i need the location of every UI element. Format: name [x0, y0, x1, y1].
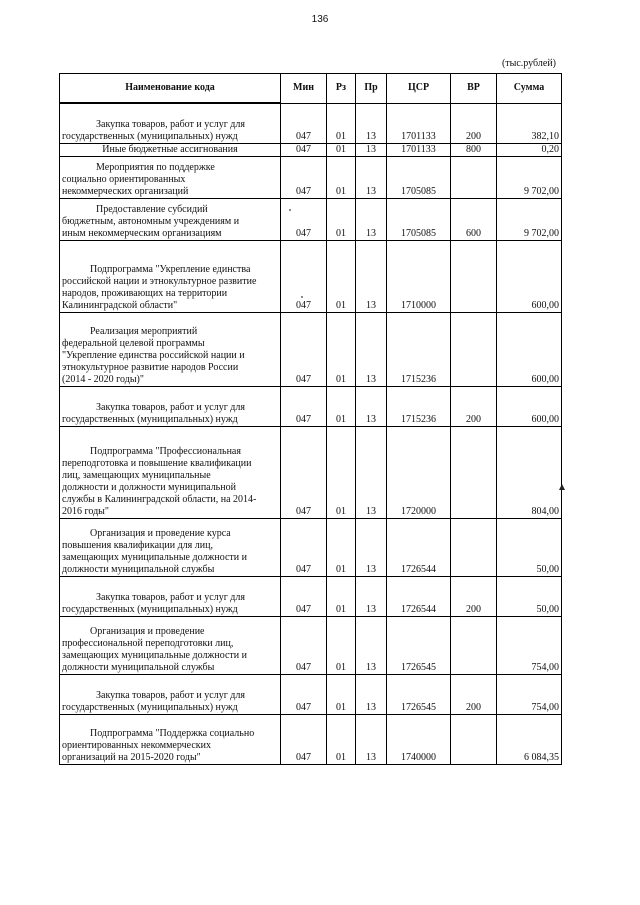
- table-row: [60, 198, 562, 240]
- cell-pr: 13: [356, 103, 387, 143]
- name-line: лиц, замещающих муниципальные: [62, 469, 211, 481]
- cell-sum: 754,00: [497, 674, 562, 714]
- name-line: Организация и проведение: [90, 625, 205, 637]
- name-line: организаций на 2015-2020 годы": [62, 751, 201, 763]
- name-line: замещающих муниципальные должности и: [62, 649, 247, 661]
- cell-csr: 1726544: [387, 518, 451, 576]
- name-line: (2014 - 2020 годы)": [62, 373, 144, 385]
- name-line: должности и должности муниципальной: [62, 481, 236, 493]
- cell-vr: [451, 714, 497, 764]
- cell-vr: [451, 518, 497, 576]
- cell-min: 047: [281, 143, 327, 156]
- cell-csr: 1715236: [387, 386, 451, 426]
- cell-min: 047: [281, 240, 327, 312]
- cell-vr: [451, 240, 497, 312]
- table-row: [60, 518, 562, 576]
- header-pr: Пр: [356, 74, 387, 104]
- name-line: профессиональной переподготовки лиц,: [62, 637, 234, 649]
- cell-csr: 1701133: [387, 103, 451, 143]
- cell-sum: 9 702,00: [497, 156, 562, 198]
- cell-min: 047: [281, 674, 327, 714]
- cell-sum: 382,10: [497, 103, 562, 143]
- cell-name: [60, 714, 281, 764]
- cell-csr: 1726545: [387, 674, 451, 714]
- cell-name: [60, 156, 281, 198]
- name-line: 2016 годы": [62, 505, 109, 517]
- name-line: Организация и проведение курса: [90, 527, 231, 539]
- name-line: должности муниципальной службы: [62, 563, 215, 575]
- cell-csr: 1726544: [387, 576, 451, 616]
- cell-name: [60, 674, 281, 714]
- name-line: Закупка товаров, работ и услуг для: [96, 401, 245, 413]
- cell-rz: 01: [327, 103, 356, 143]
- cell-name: [60, 616, 281, 674]
- cell-sum: 0,20: [497, 143, 562, 156]
- cell-csr: 1726545: [387, 616, 451, 674]
- cell-pr: 13: [356, 714, 387, 764]
- cell-sum: 600,00: [497, 240, 562, 312]
- cell-name: [60, 103, 281, 143]
- cell-vr: [451, 312, 497, 386]
- cell-rz: 01: [327, 156, 356, 198]
- cell-vr: 200: [451, 103, 497, 143]
- name-line: народов, проживающих на территории: [62, 287, 228, 299]
- cell-name: [60, 240, 281, 312]
- cell-csr: 1705085: [387, 198, 451, 240]
- table-body: [60, 103, 562, 764]
- cell-name: [60, 576, 281, 616]
- header-csr: ЦСР: [387, 74, 451, 104]
- table-row: [60, 616, 562, 674]
- table-row: [60, 312, 562, 386]
- name-line: федеральной целевой программы: [62, 337, 205, 349]
- table-row: [60, 156, 562, 198]
- table-row: [60, 714, 562, 764]
- name-line: иным некоммерческим организациям: [62, 227, 222, 239]
- cell-sum: 50,00: [497, 518, 562, 576]
- cell-min: 047: [281, 576, 327, 616]
- table-row: [60, 576, 562, 616]
- cell-pr: 13: [356, 386, 387, 426]
- cell-pr: 13: [356, 616, 387, 674]
- name-line: Мероприятия по поддержке: [96, 161, 215, 173]
- name-line: государственных (муниципальных) нужд: [62, 130, 238, 142]
- cell-min: 047: [281, 386, 327, 426]
- cell-name: [60, 518, 281, 576]
- cell-csr: 1740000: [387, 714, 451, 764]
- cell-min: 047: [281, 426, 327, 518]
- cell-vr: 200: [451, 576, 497, 616]
- cell-vr: 800: [451, 143, 497, 156]
- table-row: [60, 426, 562, 518]
- cell-pr: 13: [356, 312, 387, 386]
- scan-speck: [301, 296, 303, 298]
- header-rz: Рз: [327, 74, 356, 104]
- cell-rz: 01: [327, 386, 356, 426]
- name-line: замещающих муниципальные должности и: [62, 551, 247, 563]
- table-row: [60, 386, 562, 426]
- cell-pr: 13: [356, 240, 387, 312]
- name-line: российской нации и этнокультурное развитие: [62, 275, 257, 287]
- cell-sum: 9 702,00: [497, 198, 562, 240]
- cell-pr: 13: [356, 576, 387, 616]
- cell-csr: 1715236: [387, 312, 451, 386]
- header-name: Наименование кода: [60, 74, 281, 104]
- cell-csr: 1720000: [387, 426, 451, 518]
- name-line: бюджетным, автономным учреждениям и: [62, 215, 240, 227]
- table-row: [60, 240, 562, 312]
- name-line: социально ориентированных: [62, 173, 186, 185]
- scan-speck: [289, 209, 291, 211]
- name-line: государственных (муниципальных) нужд: [62, 701, 238, 713]
- name-line: Подпрограмма "Поддержка социально: [90, 727, 255, 739]
- name-line: ориентированных некоммерческих: [62, 739, 211, 751]
- cell-rz: 01: [327, 240, 356, 312]
- cell-pr: 13: [356, 143, 387, 156]
- name-line: Предоставление субсидий: [96, 203, 208, 215]
- cell-name: [60, 386, 281, 426]
- name-line: службы в Калининградской области, на 2014-: [62, 493, 257, 505]
- cell-min: 047: [281, 616, 327, 674]
- cell-pr: 13: [356, 198, 387, 240]
- cell-pr: 13: [356, 674, 387, 714]
- cell-sum: 600,00: [497, 312, 562, 386]
- page-number: 136: [311, 14, 329, 25]
- name-line: этнокультурное развитие народов России: [62, 361, 239, 373]
- cell-pr: 13: [356, 156, 387, 198]
- name-line: Реализация мероприятий: [90, 325, 198, 337]
- cell-vr: [451, 426, 497, 518]
- cell-rz: 01: [327, 426, 356, 518]
- cell-name: [60, 143, 281, 156]
- table-row: [60, 143, 562, 156]
- name-line: государственных (муниципальных) нужд: [62, 603, 238, 615]
- name-line: Подпрограмма "Профессиональная: [90, 445, 241, 457]
- units-label: (тыс.рублей): [501, 58, 556, 69]
- name-line: Закупка товаров, работ и услуг для: [96, 591, 245, 603]
- cell-name: [60, 198, 281, 240]
- table-row: [60, 674, 562, 714]
- cell-min: 047: [281, 198, 327, 240]
- cell-sum: 6 084,35: [497, 714, 562, 764]
- name-line: должности муниципальной службы: [62, 661, 215, 673]
- cell-rz: 01: [327, 674, 356, 714]
- name-line: Закупка товаров, работ и услуг для: [96, 689, 245, 701]
- cell-min: 047: [281, 518, 327, 576]
- cell-sum: 600,00: [497, 386, 562, 426]
- cell-pr: 13: [356, 426, 387, 518]
- cell-csr: 1701133: [387, 143, 451, 156]
- cell-rz: 01: [327, 518, 356, 576]
- cell-min: 047: [281, 103, 327, 143]
- table-row: [60, 103, 562, 143]
- cell-min: 047: [281, 156, 327, 198]
- name-line: Иные бюджетные ассигнования: [102, 143, 238, 155]
- header-row: [60, 74, 562, 104]
- cell-rz: 01: [327, 312, 356, 386]
- name-line: государственных (муниципальных) нужд: [62, 413, 238, 425]
- cell-vr: 200: [451, 386, 497, 426]
- pen-mark: [557, 482, 567, 492]
- cell-csr: 1710000: [387, 240, 451, 312]
- cell-vr: [451, 156, 497, 198]
- cell-sum: 50,00: [497, 576, 562, 616]
- name-line: Закупка товаров, работ и услуг для: [96, 118, 245, 130]
- cell-pr: 13: [356, 518, 387, 576]
- name-line: переподготовка и повышение квалификации: [62, 457, 252, 469]
- cell-rz: 01: [327, 198, 356, 240]
- cell-vr: 600: [451, 198, 497, 240]
- cell-rz: 01: [327, 616, 356, 674]
- budget-table: [59, 73, 562, 765]
- name-line: Подпрограмма "Укрепление единства: [90, 263, 251, 275]
- cell-sum: 804,00: [497, 426, 562, 518]
- header-min: Мин: [281, 74, 327, 104]
- name-line: некоммерческих организаций: [62, 185, 189, 197]
- cell-min: 047: [281, 312, 327, 386]
- cell-rz: 01: [327, 576, 356, 616]
- cell-vr: 200: [451, 674, 497, 714]
- cell-name: [60, 426, 281, 518]
- cell-sum: 754,00: [497, 616, 562, 674]
- name-line: Калининградской области": [62, 299, 178, 311]
- name-line: "Укрепление единства российской нации и: [62, 349, 245, 361]
- cell-csr: 1705085: [387, 156, 451, 198]
- cell-vr: [451, 616, 497, 674]
- cell-min: 047: [281, 714, 327, 764]
- cell-rz: 01: [327, 143, 356, 156]
- name-line: повышения квалификации для лиц,: [62, 539, 213, 551]
- cell-rz: 01: [327, 714, 356, 764]
- cell-name: [60, 312, 281, 386]
- header-vr: ВР: [451, 74, 497, 104]
- header-sum: Сумма: [497, 74, 562, 104]
